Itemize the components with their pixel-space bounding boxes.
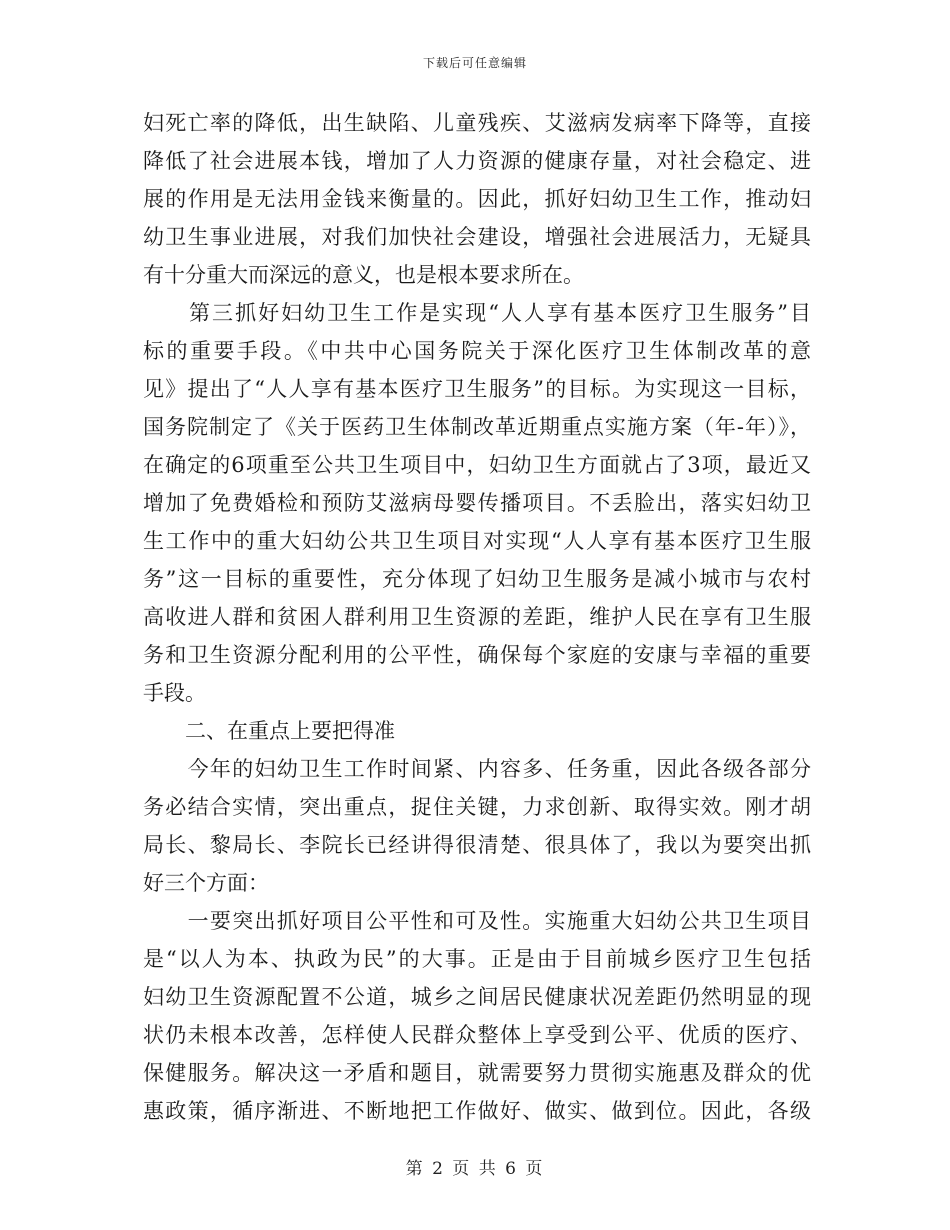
paragraph-line: 高收进人群和贫困人群利用卫生资源的差距，维护人民在享有卫生服	[143, 605, 811, 629]
paragraph-line: 妇幼卫生资源配置不公道，城乡之间居民健康状况差距仍然明显的现	[143, 985, 811, 1009]
paragraph-line: 惠政策，循序渐进、不断地把工作做好、做实、做到位。因此，各级	[143, 1099, 811, 1123]
paragraph-line: 今年的妇幼卫生工作时间紧、内容多、任务重，因此各级各部分	[143, 757, 811, 781]
paragraph-line: 务”这一目标的重要性，充分体现了妇幼卫生服务是减小城市与农村	[143, 567, 811, 591]
page-header: 下载后可任意编辑	[422, 56, 527, 70]
paragraph-line: 局长、黎局长、李院长已经讲得很清楚、很具体了，我以为要突出抓	[143, 833, 811, 857]
paragraph-line: 标的重要手段。《中共中心国务院关于深化医疗卫生体制改革的意	[143, 339, 811, 363]
paragraph-line: 增加了免费婚检和预防艾滋病母婴传播项目。不丢脸出，落实妇幼卫	[143, 491, 811, 515]
paragraph-line: 保健服务。解决这一矛盾和题目，就需要努力贯彻实施惠及群众的优	[143, 1061, 811, 1085]
page-footer: 第 2 页 共 6 页	[405, 1159, 545, 1179]
paragraph-line: 妇死亡率的降低，出生缺陷、儿童残疾、艾滋病发病率下降等，直接	[143, 111, 811, 135]
paragraph-line: 一要突出抓好项目公平性和可及性。实施重大妇幼公共卫生项目	[143, 909, 811, 933]
paragraph-line: 在确定的6项重至公共卫生项目中，妇幼卫生方面就占了3项，最近又	[143, 453, 811, 477]
paragraph-line: 降低了社会进展本钱，增加了人力资源的健康存量，对社会稳定、进	[143, 149, 811, 173]
paragraph-line: 状仍未根本改善，怎样使人民群众整体上享受到公平、优质的医疗、	[143, 1023, 811, 1047]
paragraph-line: 务必结合实情，突出重点，捉住关键，力求创新、取得实效。刚才胡	[143, 795, 811, 819]
paragraph-line: 有十分重大而深远的意义，也是根本要求所在。	[143, 263, 584, 287]
paragraph-line: 生工作中的重大妇幼公共卫生项目对实现“人人享有基本医疗卫生服	[143, 529, 811, 553]
paragraph-line: 好三个方面：	[143, 871, 269, 895]
paragraph-line: 第三抓好妇幼卫生工作是实现“人人享有基本医疗卫生服务”目	[143, 301, 811, 325]
document-body	[143, 104, 811, 1130]
paragraph-line: 见》提出了“人人享有基本医疗卫生服务”的目标。为实现这一目标，	[143, 377, 811, 401]
paragraph-line: 幼卫生事业进展，对我们加快社会建设，增强社会进展活力，无疑具	[143, 225, 811, 249]
paragraph-line: 是“以人为本、执政为民”的大事。正是由于目前城乡医疗卫生包括	[143, 947, 811, 971]
paragraph-line: 展的作用是无法用金钱来衡量的。因此，抓好妇幼卫生工作，推动妇	[143, 187, 811, 211]
section-heading: 二、在重点上要把得准	[143, 719, 395, 743]
paragraph-line: 国务院制定了《关于医药卫生体制改革近期重点实施方案（年-年）》，	[143, 415, 811, 439]
paragraph-line: 务和卫生资源分配利用的公平性，确保每个家庭的安康与幸福的重要	[143, 643, 811, 667]
paragraph-line: 手段。	[143, 681, 206, 705]
